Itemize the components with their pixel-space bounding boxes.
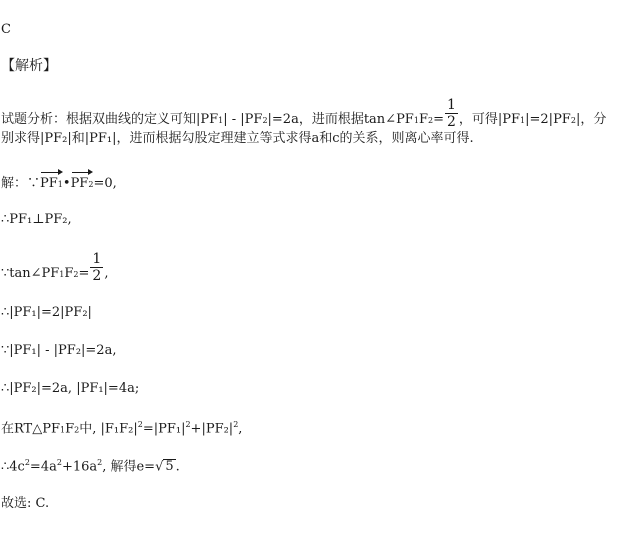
analysis-text: |=2|PF bbox=[525, 112, 571, 127]
subscript: 1 bbox=[218, 116, 224, 125]
solution-text: =4a bbox=[29, 459, 57, 475]
subscript: 2 bbox=[427, 116, 434, 125]
subscript: 2 bbox=[570, 116, 576, 125]
solution-text: ∴4c bbox=[1, 459, 25, 475]
solution-text: 中, |F₁F₂| bbox=[79, 421, 138, 437]
analysis-text: F bbox=[418, 112, 428, 127]
solution-text: +|PF₂| bbox=[190, 421, 234, 437]
solution-text: , bbox=[238, 421, 243, 437]
superscript: 2 bbox=[24, 458, 30, 467]
fraction-denominator: 2 bbox=[92, 268, 102, 284]
solution-text: +16a bbox=[61, 459, 98, 475]
solution-text: = bbox=[78, 266, 90, 281]
solution-line-5: ∵|PF₁| - |PF₂|=2a, bbox=[1, 343, 117, 358]
subscript: 2 bbox=[74, 425, 80, 435]
analysis-text: | - |PF bbox=[223, 112, 263, 127]
solution-line-2: ∴PF₁⊥PF₂, bbox=[1, 212, 72, 227]
solution-line-1 bbox=[1, 170, 117, 192]
solution-line-9: 故选: C. bbox=[1, 496, 50, 511]
fraction-numerator: 1 bbox=[92, 251, 102, 267]
solution-text: =|PF₁| bbox=[142, 421, 186, 437]
sqrt-radicand: 5 bbox=[165, 459, 174, 475]
subscript: 2 bbox=[262, 116, 268, 125]
vector-pf2 bbox=[71, 170, 94, 193]
superscript: 2 bbox=[56, 458, 62, 467]
fraction-denominator: 2 bbox=[446, 114, 456, 130]
solution-text: F bbox=[65, 421, 75, 437]
superscript: 2 bbox=[137, 420, 143, 429]
analysis-text: |，分 bbox=[575, 112, 607, 127]
solution-line-8 bbox=[1, 455, 180, 475]
superscript: 2 bbox=[185, 420, 191, 429]
solution-text: =0, bbox=[93, 176, 117, 191]
subscript: 1 bbox=[59, 270, 65, 279]
subscript: 2 bbox=[73, 270, 79, 279]
vector-label: PF bbox=[40, 176, 58, 191]
subscript: 2 bbox=[88, 180, 94, 189]
dot-operator: • bbox=[62, 176, 71, 191]
solution-text: 解：∵ bbox=[1, 176, 41, 191]
solution-line-7 bbox=[1, 417, 242, 438]
solution-text: . bbox=[175, 459, 180, 475]
vector-label: PF bbox=[70, 176, 89, 191]
answer-letter: C bbox=[1, 22, 11, 37]
section-title: 【解析】 bbox=[1, 58, 57, 74]
fraction-numerator: 1 bbox=[446, 97, 456, 113]
fraction bbox=[90, 252, 103, 283]
subscript: 1 bbox=[520, 116, 526, 125]
subscript: 1 bbox=[60, 425, 66, 435]
solution-line-4: ∴|PF₁|=2|PF₂| bbox=[1, 305, 92, 320]
analysis-text: ，可得|PF bbox=[458, 112, 521, 127]
solution-line-6: ∴|PF₂|=2a, |PF₁|=4a; bbox=[1, 381, 140, 396]
subscript: 1 bbox=[413, 116, 419, 125]
superscript: 2 bbox=[97, 458, 103, 467]
sqrt-icon: √ bbox=[155, 459, 164, 475]
subscript: 1 bbox=[57, 180, 63, 189]
fraction bbox=[445, 98, 458, 129]
solution-text: , bbox=[104, 266, 109, 281]
analysis-line-1 bbox=[1, 97, 607, 130]
analysis-text: = bbox=[433, 112, 444, 127]
solution-text: ∵tan∠PF bbox=[1, 266, 60, 281]
analysis-text: |=2a，进而根据tan∠PF bbox=[267, 112, 414, 127]
solution-text: F bbox=[64, 266, 74, 281]
vector-pf1 bbox=[40, 170, 63, 193]
solution-text: , 解得e= bbox=[102, 459, 156, 475]
solution-line-3 bbox=[1, 251, 109, 284]
solution-text: 在RT△PF bbox=[1, 421, 60, 437]
analysis-line-2: 别求得|PF₂|和|PF₁|，进而根据勾股定理建立等式求得a和c的关系，则离心率可得. bbox=[1, 131, 474, 146]
analysis-text: 试题分析：根据双曲线的定义可知|PF bbox=[1, 112, 219, 127]
superscript: 2 bbox=[233, 420, 239, 429]
